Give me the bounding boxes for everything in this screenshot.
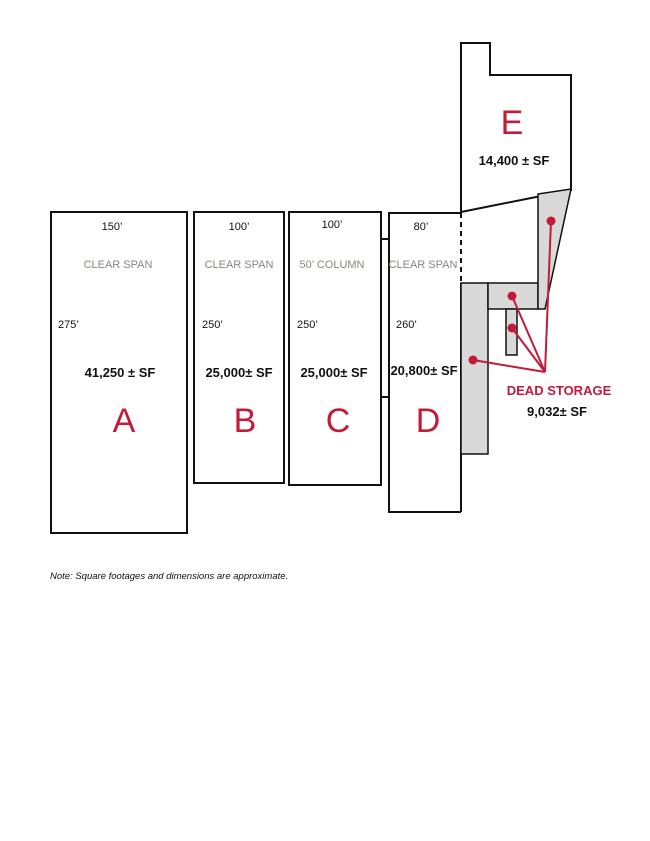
building-b-width: 100’ [228,221,250,233]
building-e-area: 14,400 ± SF [478,153,550,168]
building-d [389,213,461,512]
building-d-span: CLEAR SPAN [388,259,458,271]
building-b-outline [194,212,284,483]
building-a-letter: A [112,402,136,440]
building-b-span: CLEAR SPAN [204,259,274,271]
building-b-depth: 250’ [202,319,223,331]
building-c-area: 25,000± SF [300,365,368,380]
building-c-depth: 250’ [297,319,318,331]
approximation-note: Note: Square footages and dimensions are approximate. [50,571,289,582]
dead-storage-strip-west [461,283,488,454]
building-a [51,212,187,533]
building-b [194,212,284,483]
leader-dot-3 [508,324,517,333]
dead-storage-label: DEAD STORAGE [506,383,612,398]
building-c-span: 50’ COLUMN [299,259,365,271]
building-a-width: 150’ [101,221,123,233]
building-d-width: 80’ [413,221,429,233]
leader-dot-4 [547,217,556,226]
building-b-area: 25,000± SF [205,365,273,380]
dead-storage-area: 9,032± SF [527,404,587,419]
building-c-outline [289,212,381,485]
building-c-width: 100’ [321,219,343,231]
building-e [461,43,571,212]
building-d-area: 20,800± SF [390,363,458,378]
building-a-span: CLEAR SPAN [83,259,153,271]
dead-storage-strip-east [538,189,571,309]
building-e-letter: E [500,104,524,142]
building-d-depth: 260’ [396,319,417,331]
building-a-area: 41,250 ± SF [84,365,156,380]
building-b-letter: B [233,402,257,440]
leader-dot-1 [469,356,478,365]
building-d-letter: D [415,402,441,440]
building-a-depth: 275’ [58,319,79,331]
leader-dot-2 [508,292,517,301]
building-c [289,212,381,485]
building-c-letter: C [325,402,351,440]
